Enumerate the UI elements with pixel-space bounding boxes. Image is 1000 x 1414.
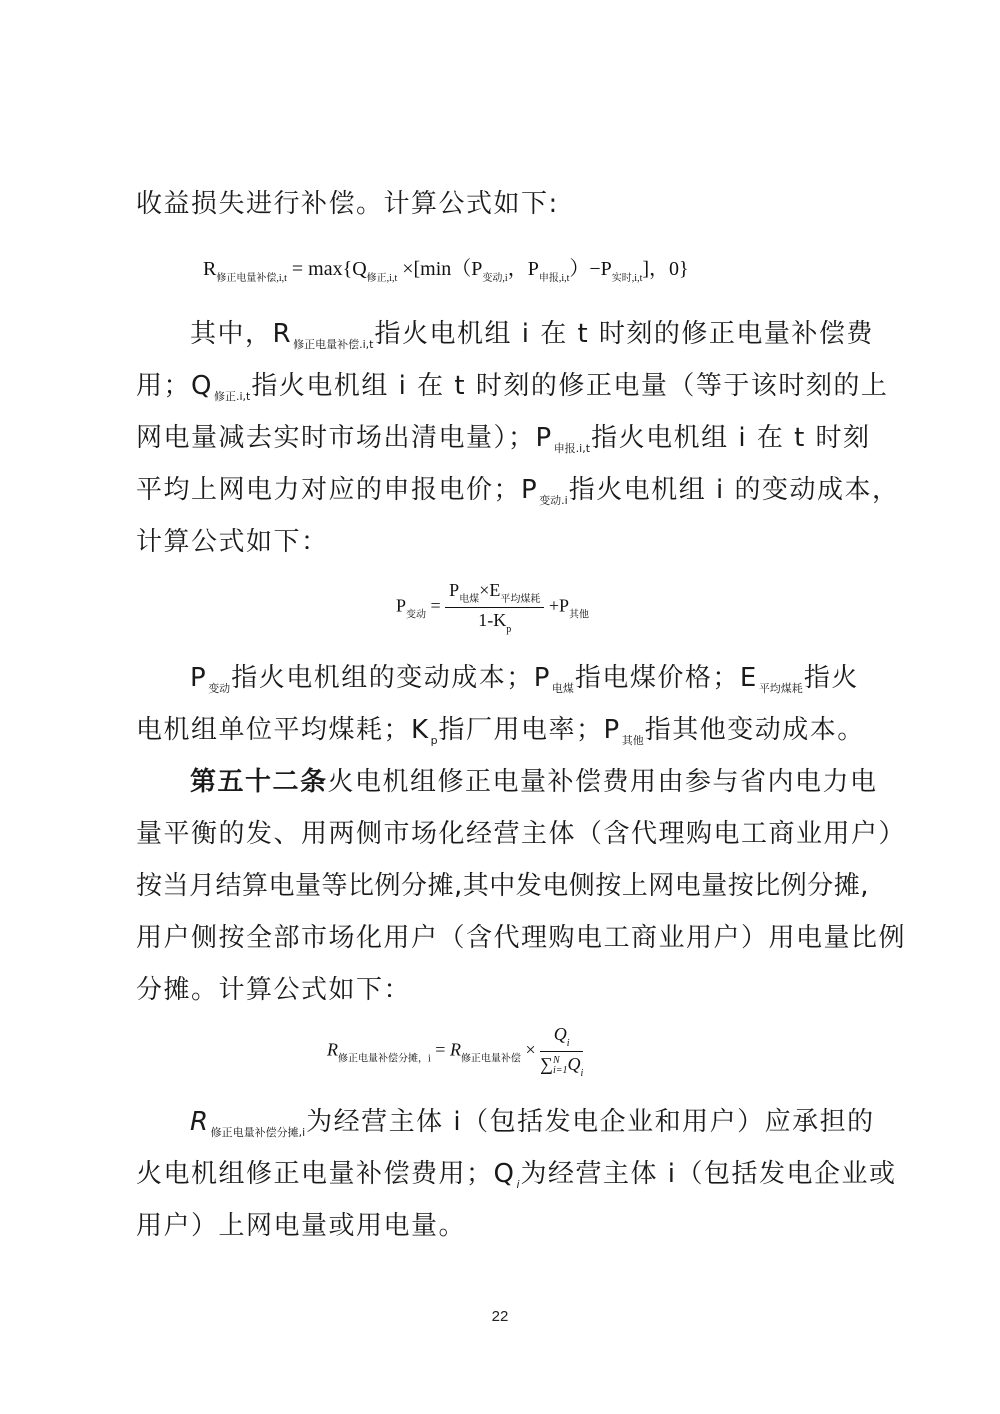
paragraph-line <box>136 472 900 519</box>
formula-allocation <box>327 1024 583 1079</box>
formula-subscript: p <box>506 624 512 635</box>
formula-symbol: R <box>203 258 217 280</box>
fraction-denominator <box>445 608 544 635</box>
subscript: p <box>430 734 438 747</box>
formula-compensation <box>203 252 689 284</box>
text: 量平衡的发、用两侧市场化经营主体（含代理购电工商业用户） <box>136 819 907 849</box>
formula-subscript: i <box>580 1068 584 1079</box>
formula-operator: ， <box>507 258 528 280</box>
text: 分摊。计算公式如下： <box>136 975 412 1005</box>
paragraph-line <box>136 1156 897 1203</box>
formula-subscript: 修正,i,t <box>366 273 398 284</box>
formula-operator: ]，0} <box>642 258 689 280</box>
paragraph-line <box>136 868 869 904</box>
formula-subscript: 电煤 <box>459 594 480 605</box>
text: 指厂用电率；P <box>438 715 621 745</box>
formula-symbol: P <box>471 258 483 280</box>
text: 指其他变动成本。 <box>644 715 865 745</box>
text: 按当月结算电量等比例分摊,其中发电侧按上网电量按比例分摊, <box>136 871 870 901</box>
text: 用户）上网电量或用电量。 <box>136 1211 467 1241</box>
text: 用；Q <box>136 371 213 401</box>
page-number: 22 <box>491 1308 509 1325</box>
text: 指火电机组 i 的变动成本， <box>568 475 900 505</box>
subscript: 申报.i,t <box>553 442 591 455</box>
text: 指火电机组 i 在 t 时刻的修正电量（等于该时刻的上 <box>251 371 889 401</box>
formula-fraction <box>540 1024 583 1079</box>
formula-operator: = <box>435 1039 446 1060</box>
formula-subscript: 变动 <box>406 609 427 621</box>
text: 收益损失进行补偿。计算公式如下: <box>136 189 559 219</box>
formula-subscript: 实时,i,t <box>611 273 643 284</box>
subscript: 修正电量补偿分摊,i <box>210 1126 306 1139</box>
formula-subscript: 修正电量补偿 <box>460 1053 521 1065</box>
subscript: 修正电量补偿.i,t <box>293 338 374 351</box>
text: 指火电机组 i 在 t 时刻 <box>591 423 871 453</box>
formula-variable-cost <box>396 580 589 635</box>
article-title: 第五十二条 <box>190 767 328 797</box>
text: 为经营主体 i（包括发电企业或 <box>520 1159 897 1189</box>
paragraph-line <box>190 1104 875 1151</box>
subscript: 其他 <box>621 734 644 747</box>
formula-symbol: P <box>600 258 612 280</box>
paragraph-line <box>136 186 559 222</box>
formula-symbol: P <box>527 258 539 280</box>
subscript: 变动 <box>208 682 231 695</box>
formula-operator: = <box>430 595 441 616</box>
subscript: 修正.i,t <box>213 390 251 403</box>
formula-operator: × <box>525 1039 536 1060</box>
paragraph-line <box>136 712 865 759</box>
text: 用户侧按全部市场化用户（含代理购电工商业用户）用电量比例 <box>136 923 907 953</box>
text: R <box>190 1107 210 1137</box>
text: 其中，R <box>190 319 293 349</box>
formula-subscript: 平均煤耗 <box>500 594 541 605</box>
formula-operator: +P <box>548 595 570 616</box>
paragraph-line <box>136 420 871 467</box>
formula-symbol: P <box>449 580 460 600</box>
fraction-numerator <box>540 1024 583 1052</box>
text: 网电量减去实时市场出清电量）；P <box>136 423 553 453</box>
text: 电机组单位平均煤耗；K <box>136 715 430 745</box>
subscript: 平均煤耗 <box>758 682 803 695</box>
text: P <box>190 663 208 693</box>
paragraph-line <box>136 816 906 852</box>
paragraph-line <box>190 764 878 800</box>
sum-sign: ∑ <box>540 1054 553 1074</box>
text: 指火电机组的变动成本；P <box>231 663 551 693</box>
formula-fraction <box>445 580 544 635</box>
subscript: i <box>516 1178 520 1191</box>
formula-subscript: i <box>566 1038 570 1049</box>
sum-limits <box>553 1056 568 1076</box>
formula-symbol: Q <box>352 258 367 280</box>
paragraph-line <box>136 972 411 1008</box>
text: 平均上网电力对应的申报电价；P <box>136 475 539 505</box>
text: 指火电机组 i 在 t 时刻的修正电量补偿费 <box>374 319 874 349</box>
formula-symbol: R <box>449 1039 461 1060</box>
formula-operator: = max{ <box>291 258 353 280</box>
text: 指火 <box>803 663 859 693</box>
subscript: 变动.i <box>539 494 568 507</box>
formula-operator: ×E <box>479 580 501 600</box>
fraction-denominator <box>540 1052 583 1079</box>
paragraph-line <box>190 316 874 363</box>
formula-subscript: 修正电量补偿,i,t <box>216 273 287 284</box>
text: 火电机组修正电量补偿费用；Q <box>136 1159 516 1189</box>
formula-symbol: R <box>327 1039 338 1060</box>
text: 指电煤价格；E <box>574 663 758 693</box>
text: 为经营主体 i（包括发电企业和用户）应承担的 <box>306 1107 875 1137</box>
subscript: 电煤 <box>551 682 574 695</box>
formula-subscript: 其他 <box>569 609 590 621</box>
formula-operator: ）− <box>569 258 601 280</box>
fraction-numerator <box>445 580 544 608</box>
sum-upper: N <box>552 1054 560 1066</box>
formula-operator: ×[min（ <box>402 258 472 280</box>
formula-symbol: P <box>396 595 407 616</box>
paragraph-line <box>136 920 906 956</box>
paragraph-line <box>136 368 888 415</box>
sum-lower: i=1 <box>552 1064 568 1076</box>
text: 计算公式如下： <box>136 527 329 557</box>
formula-subscript: 修正电量补偿分摊，i <box>338 1053 431 1065</box>
formula-symbol: Q <box>567 1054 581 1074</box>
formula-subscript: 申报,i,t <box>538 273 570 284</box>
formula-subscript: 变动,i <box>482 273 508 284</box>
paragraph-line <box>136 1208 466 1244</box>
paragraph-line <box>136 524 329 560</box>
text: 火电机组修正电量补偿费用由参与省内电力电 <box>327 767 878 797</box>
formula-symbol: 1-K <box>478 610 507 630</box>
formula-symbol: Q <box>553 1024 567 1044</box>
paragraph-line <box>190 660 859 707</box>
